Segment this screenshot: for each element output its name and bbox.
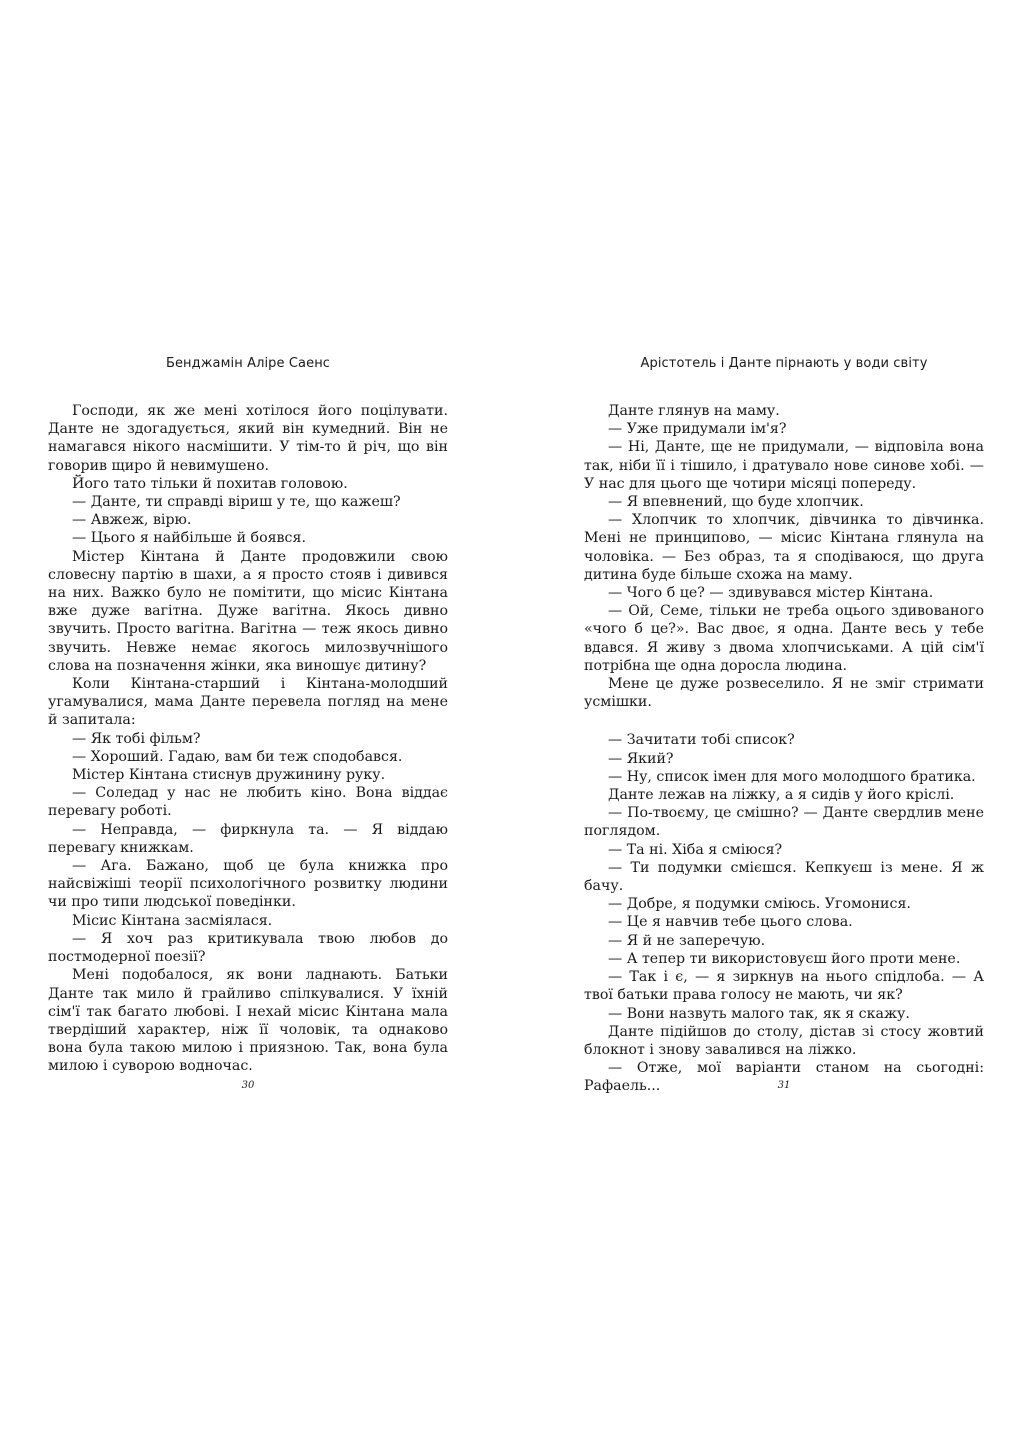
paragraph: — Неправда, — фиркнула та. — Я віддаю перевагу книжкам. bbox=[48, 821, 448, 856]
paragraph: — Отже, мої варіанти станом на сьогодні: Рафаель... bbox=[584, 1060, 984, 1095]
page-number: 30 bbox=[241, 1080, 255, 1091]
paragraph: Коли Кінтана-старший і Кінтана-молодший угамувалися, мама Данте перевела погляд на мене й запитала: bbox=[48, 676, 448, 729]
paragraph: — Як тобі фільм? bbox=[72, 730, 201, 747]
paragraph: — Ні, Данте, ще не придумали, — відповіла вона так, ніби її і тішило, і дратувало нове синове хобі. — У нас для цього ще чотири місяці попереду. bbox=[584, 439, 984, 492]
paragraph: — Так і є, — я зиркнув на нього спідлоба. — А твої батьки права голосу не мають, чи як? bbox=[584, 969, 984, 1004]
paragraph: — Соледад у нас не любить кіно. Вона віддає перевагу роботі. bbox=[48, 785, 448, 820]
paragraph: Містер Кінтана й Данте продовжили свою словесну партію в шахи, а я просто стояв і дивився на них. Важко було не помітити, що місис Кінтана вже дуже вагітна. Дуже вагітна. Якось дивно звучить. Просто вагітна. Вагітна — теж якось дивно звучить. Невже немає якогось милозвучнішого слова на позначення жінки, яка виношує дитину? bbox=[48, 548, 448, 674]
paragraph: — Данте, ти справді віриш у те, що кажеш? bbox=[72, 494, 401, 511]
running-head-title: Арістотель і Данте пірнають у води світу bbox=[640, 356, 928, 371]
paragraph: Данте глянув на маму. bbox=[608, 403, 780, 419]
paragraph: Господи, як же мені хотілося його поцілувати. Данте не здогадується, який він кумедний. Він не намагався нікого насмішити. У тім-то й річ, що він говорив щиро й невимушено. bbox=[48, 403, 448, 474]
paragraph: Данте лежав на ліжку, а я сидів у його кріслі. bbox=[608, 787, 955, 804]
paragraph: — Зачитати тобі список? bbox=[608, 732, 795, 749]
paragraph: Місис Кінтана засміялася. bbox=[72, 912, 273, 929]
paragraph: — Та ні. Хіба я сміюся? bbox=[608, 841, 783, 858]
paragraph: — Добре, я подумки сміюсь. Угомонися. bbox=[608, 896, 911, 913]
right-page-body bbox=[584, 402, 984, 1096]
paragraph: — Я впевнений, що буде хлопчик. bbox=[608, 494, 864, 511]
running-head-author: Бенджамін Аліре Саенс bbox=[165, 356, 331, 371]
left-page-body bbox=[48, 402, 448, 1076]
paragraph: — Ой, Семе, тільки не треба оцього здивованого «чого б це?». Вас двоє, я одна. Данте весь у тебе вдався. Я живу з двома хлопчиськами. А цій сім'ї потрібна ще одна доросла людина. bbox=[584, 603, 984, 674]
paragraph: — Хороший. Гадаю, вам би теж сподобався. bbox=[72, 748, 403, 765]
paragraph: — Ти подумки смієшся. Кепкуєш із мене. Я ж бачу. bbox=[584, 859, 984, 895]
page-number: 31 bbox=[777, 1080, 791, 1091]
paragraph: — Який? bbox=[608, 750, 674, 767]
paragraph: — Це я навчив тебе цього слова. bbox=[608, 914, 853, 931]
paragraph: Мені подобалося, як вони ладнають. Батьки Данте так мило й грайливо спілкувалися. У їхній сім'ї так багато любові. І нехай місис Кінтана мала твердіший характер, ніж її чоловік, та однаково вона була такою милою і приязною. Так, вона була милою і суворою водночас. bbox=[48, 967, 448, 1075]
paragraph: — Вони назвуть малого так, як я скажу. bbox=[608, 1005, 910, 1022]
paragraph: — Хлопчик то хлопчик, дівчинка то дівчинка. Мені не принципово, — місис Кінтана глянула на чоловіка. — Без образ, та я сподіваюся, що друга дитина буде більше схожа на маму. bbox=[584, 512, 984, 583]
paragraph: — Я хоч раз критикувала твою любов до постмодерної поезії? bbox=[48, 930, 448, 966]
paragraph: — Чого б це? — здивувався містер Кінтана. bbox=[608, 585, 934, 602]
paragraph: — Ну, список імен для мого молодшого братика. bbox=[608, 768, 976, 785]
paragraph: — Ага. Бажано, щоб це була книжка про найсвіжіші теорії психологічного розвитку людини чи про типи людської поведінки. bbox=[48, 858, 448, 911]
paragraph: Данте підійшов до столу, дістав зі стосу жовтий блокнот і знову завалився на ліжко. bbox=[584, 1023, 984, 1058]
paragraph: — По-твоєму, це смішно? — Данте свердлив мене поглядом. bbox=[584, 805, 984, 840]
paragraph: — Цього я найбільше й боявся. bbox=[72, 530, 306, 547]
paragraph: Його тато тільки й похитав головою. bbox=[72, 475, 348, 492]
paragraph: — Я й не заперечую. bbox=[608, 932, 766, 949]
paragraph: — А тепер ти використовуєш його проти мене. bbox=[608, 950, 961, 967]
paragraph: Мене це дуже розвеселило. Я не зміг стримати усмішки. bbox=[584, 676, 984, 711]
paragraph: — Авжеж, вірю. bbox=[72, 512, 192, 529]
paragraph: Містер Кінтана стиснув дружинину руку. bbox=[72, 767, 386, 784]
paragraph: — Уже придумали ім'я? bbox=[608, 421, 787, 438]
